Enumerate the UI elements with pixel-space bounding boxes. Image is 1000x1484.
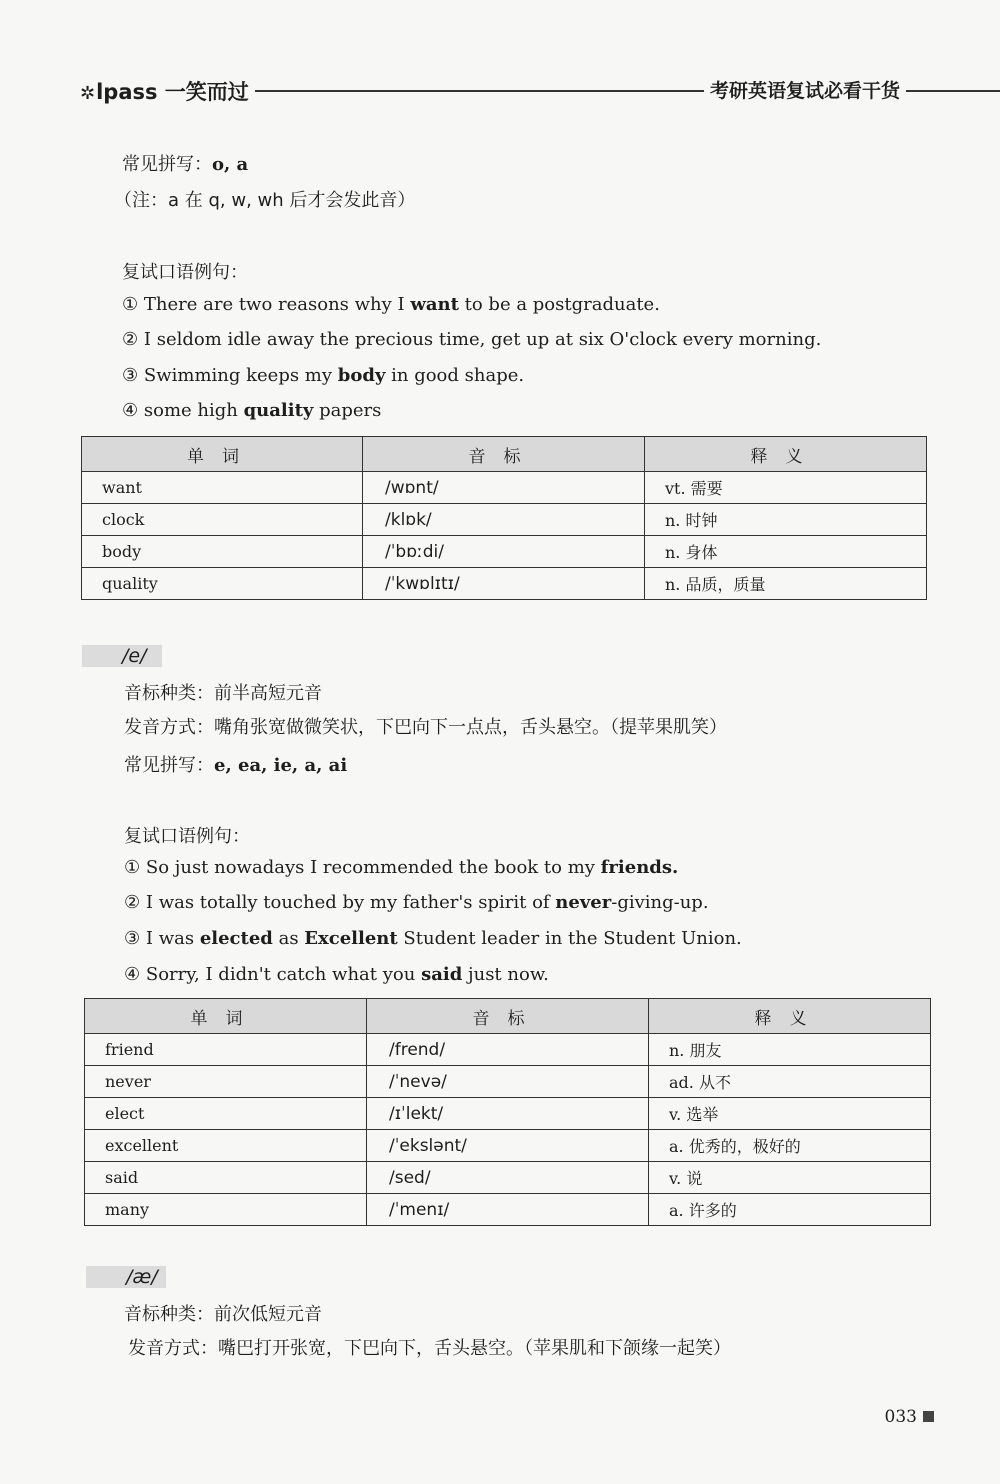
cell-phonetic: /sed/ <box>367 1162 649 1194</box>
spelling-line <box>124 751 347 777</box>
cell-phonetic: /frend/ <box>367 1034 649 1066</box>
method-label: 发音方式： <box>128 1338 218 1359</box>
example-number: ① <box>122 294 139 315</box>
cell-meaning: ad. 从不 <box>649 1066 931 1098</box>
example-text: -giving-up. <box>611 892 709 913</box>
examples-label: 复试口语例句： <box>122 262 248 283</box>
example-text: So just nowadays I recommended the book to my <box>145 857 601 878</box>
cell-word: body <box>82 536 363 568</box>
cell-word: excellent <box>85 1130 367 1162</box>
page-header <box>80 76 1000 104</box>
example-number: ① <box>124 857 141 878</box>
cell-word: clock <box>82 504 363 536</box>
examples-label: 复试口语例句： <box>124 826 250 847</box>
square-icon <box>923 1411 934 1422</box>
example-text: papers <box>313 400 382 421</box>
brand-logo <box>80 76 255 106</box>
table-row <box>85 1162 931 1194</box>
table-header-row <box>85 999 931 1034</box>
example-number: ③ <box>122 365 139 386</box>
table-row <box>85 1066 931 1098</box>
example-number: ② <box>124 892 141 913</box>
cell-word: many <box>85 1194 367 1226</box>
cell-meaning: a. 优秀的，极好的 <box>649 1130 931 1162</box>
table-row <box>85 1034 931 1066</box>
example-keyword: body <box>337 365 386 386</box>
example-number: ② <box>122 329 139 350</box>
method-line <box>124 713 727 739</box>
table-row <box>82 504 927 536</box>
table-row <box>85 1130 931 1162</box>
cell-meaning: n. 时钟 <box>645 504 927 536</box>
example-keyword: quality <box>243 400 314 421</box>
cell-word: quality <box>82 568 363 600</box>
example-text: Swimming keeps my <box>143 365 338 386</box>
cell-word: friend <box>85 1034 367 1066</box>
example-keyword: elected <box>199 928 273 949</box>
example-text: I was <box>145 928 200 949</box>
example-sentence <box>122 365 524 386</box>
cell-word: never <box>85 1066 367 1098</box>
phonetic-symbol-ae: /æ/ <box>86 1266 166 1288</box>
cell-phonetic: /ˈnevə/ <box>367 1066 649 1098</box>
cell-meaning: v. 说 <box>649 1162 931 1194</box>
example-keyword: said <box>421 964 463 985</box>
cell-word: want <box>82 472 363 504</box>
method-value: 嘴巴打开张宽，下巴向下，舌头悬空。（苹果肌和下颌缘一起笑） <box>218 1338 731 1359</box>
example-text: There are two reasons why I <box>143 294 411 315</box>
example-keyword: friends. <box>600 857 679 878</box>
brand-text: lpass 一笑而过 <box>96 80 249 104</box>
example-sentence <box>124 964 549 985</box>
example-text: to be a postgraduate. <box>458 294 660 315</box>
cell-meaning: a. 许多的 <box>649 1194 931 1226</box>
cell-phonetic: /ˈekslənt/ <box>367 1130 649 1162</box>
cell-meaning: vt. 需要 <box>645 472 927 504</box>
cell-phonetic: /ˈkwɒlɪtɪ/ <box>363 568 645 600</box>
spelling-value: o, a <box>212 154 249 175</box>
phonetic-symbol-e: /e/ <box>82 645 162 667</box>
cell-word: elect <box>85 1098 367 1130</box>
page-number <box>885 1407 934 1427</box>
table-row <box>85 1098 931 1130</box>
example-keyword: want <box>410 294 459 315</box>
type-label: 音标种类： <box>124 683 214 704</box>
header-title: 考研英语复试必看干货 <box>704 76 906 103</box>
cell-phonetic: /ˈmenɪ/ <box>367 1194 649 1226</box>
spelling-note: （注：a 在 q, w, wh 后才会发此音） <box>114 190 416 211</box>
header-phonetic: 音标 <box>367 999 649 1034</box>
type-line: 音标种类：前次低短元音 <box>124 1304 322 1325</box>
type-value: 前半高短元音 <box>214 683 322 704</box>
type-line <box>124 679 322 705</box>
cell-phonetic: /ˈbɒːdi/ <box>363 536 645 568</box>
example-text: some high <box>143 400 244 421</box>
page-number-text: 033 <box>884 1407 917 1427</box>
example-sentence <box>122 400 381 421</box>
cell-phonetic: /ɪˈlekt/ <box>367 1098 649 1130</box>
vocab-table-o <box>81 436 927 600</box>
method-value: 嘴角张宽做微笑状，下巴向下一点点，舌头悬空。（提苹果肌笑） <box>214 717 727 738</box>
example-text: Sorry, I didn't catch what you <box>145 964 422 985</box>
cell-meaning: n. 朋友 <box>649 1034 931 1066</box>
cell-word: said <box>85 1162 367 1194</box>
header-word: 单词 <box>82 437 363 472</box>
example-keyword: Excellent <box>304 928 398 949</box>
example-text: in good shape. <box>385 365 525 386</box>
example-number: ④ <box>122 400 139 421</box>
example-keyword: never <box>555 892 612 913</box>
brand-star-icon: ✲ <box>80 83 96 104</box>
header-word: 单词 <box>85 999 367 1034</box>
table-row <box>82 472 927 504</box>
spelling-label: 常见拼写： <box>124 755 214 776</box>
spelling-value: e, ea, ie, a, ai <box>214 755 348 776</box>
vocab-table-e <box>84 998 931 1226</box>
example-text: I was totally touched by my father's spirit of <box>145 892 556 913</box>
table-header-row <box>82 437 927 472</box>
example-sentence <box>124 857 678 878</box>
cell-meaning: n. 品质，质量 <box>645 568 927 600</box>
header-meaning: 释义 <box>645 437 927 472</box>
example-sentence <box>122 329 821 350</box>
spelling-line <box>122 150 248 176</box>
example-sentence <box>124 892 709 913</box>
header-meaning: 释义 <box>649 999 931 1034</box>
example-text: as <box>272 928 305 949</box>
cell-meaning: n. 身体 <box>645 536 927 568</box>
example-sentence <box>124 928 742 949</box>
table-row <box>85 1194 931 1226</box>
table-row <box>82 568 927 600</box>
cell-phonetic: /wɒnt/ <box>363 472 645 504</box>
cell-meaning: v. 选举 <box>649 1098 931 1130</box>
method-label: 发音方式： <box>124 717 214 738</box>
example-number: ③ <box>124 928 141 949</box>
spelling-label: 常见拼写： <box>122 154 212 175</box>
cell-phonetic: /klɒk/ <box>363 504 645 536</box>
header-phonetic: 音标 <box>363 437 645 472</box>
table-row <box>82 536 927 568</box>
example-text: Student leader in the Student Union. <box>397 928 742 949</box>
example-number: ④ <box>124 964 141 985</box>
example-sentence <box>122 294 660 315</box>
example-text: just now. <box>462 964 549 985</box>
example-text: I seldom idle away the precious time, get up at six O'clock every morning. <box>143 329 822 350</box>
method-line <box>128 1334 731 1360</box>
